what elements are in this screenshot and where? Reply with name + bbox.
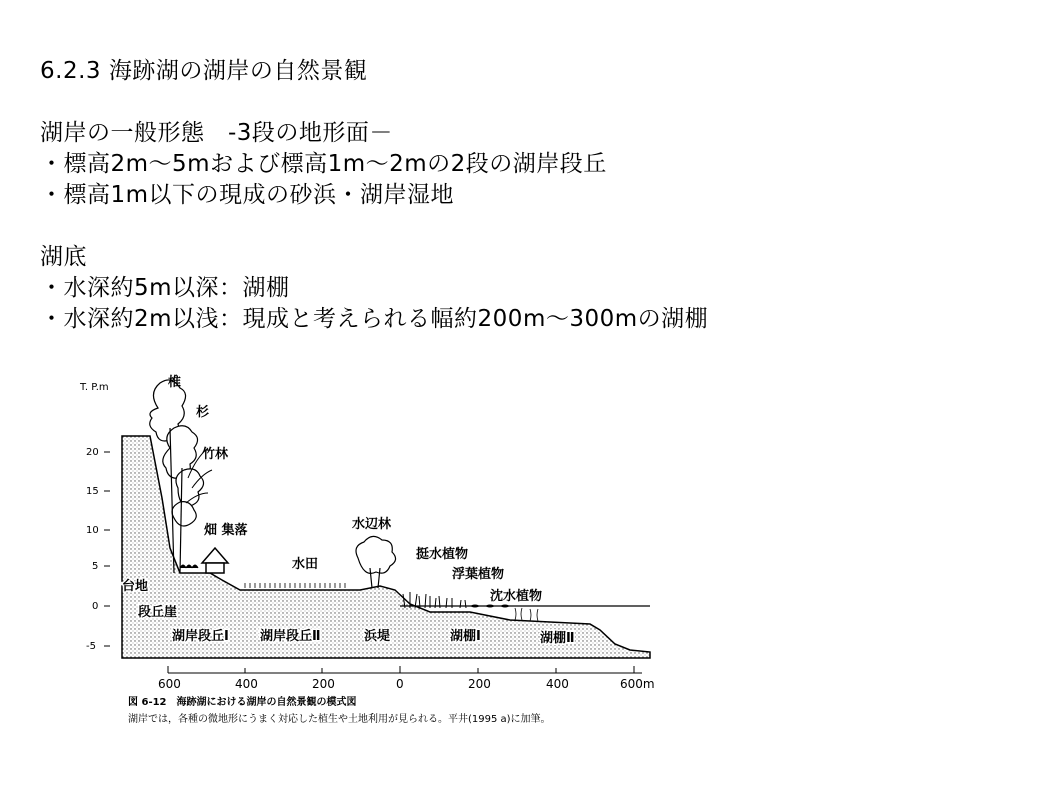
waterside-forest-icon (356, 536, 396, 588)
house-icon (202, 548, 228, 573)
label-plateau: 台地 (122, 579, 149, 594)
y-tick: 15 (86, 486, 99, 497)
label-field-village: 畑 集落 (204, 523, 248, 538)
y-tick: 20 (86, 447, 99, 458)
x-tick: 600m (620, 677, 655, 691)
submerged-plants-icon (515, 608, 538, 621)
profile-svg (70, 368, 690, 693)
x-tick: 400 (235, 677, 258, 691)
figure-caption-note: 湖岸では，各種の微地形にうまく対応した植生や土地利用が見られる。平井(1995 a)に加筆。 (128, 714, 551, 725)
x-tick: 400 (546, 677, 569, 691)
x-tick: 0 (396, 677, 404, 691)
y-axis-label: T. P.m (80, 382, 109, 393)
bottom-bullet: ・水深約2m以浅：現成と考えられる幅約200m～300mの湖棚 (40, 306, 709, 332)
section-heading: 6.2.3 海跡湖の湖岸の自然景観 (40, 58, 368, 84)
y-tick: 0 (92, 601, 99, 612)
shore-bullet: ・標高2m～5mおよび標高1m～2mの2段の湖岸段丘 (40, 151, 607, 177)
paddy-grass-icon (245, 583, 345, 588)
y-axis (86, 447, 110, 652)
label-emergent-plants: 挺水植物 (416, 547, 469, 562)
label-floating-plants: 浮葉植物 (452, 567, 505, 582)
x-axis (158, 666, 655, 691)
shore-subheading: 湖岸の一般形態 -3段の地形面－ (40, 120, 393, 146)
x-tick: 200 (312, 677, 335, 691)
label-submerged-plants: 沈水植物 (490, 589, 543, 604)
label-bamboo: 竹林 (202, 447, 229, 462)
slide-body (40, 56, 1040, 335)
x-tick: 200 (468, 677, 491, 691)
y-tick: -5 (86, 641, 96, 652)
y-tick: 10 (86, 525, 99, 536)
figure-caption-title: 図 6-12 海跡湖における湖岸の自然景観の模式図 (128, 697, 357, 708)
label-waterside-forest: 水辺林 (352, 517, 392, 532)
shore-bullet: ・標高1m以下の現成の砂浜・湖岸湿地 (40, 182, 455, 208)
label-terrace1: 湖岸段丘Ⅰ (172, 629, 229, 644)
label-paddy: 水田 (292, 557, 319, 572)
field-icon (180, 565, 198, 568)
floating-plants-icon (471, 605, 509, 608)
label-shelf2: 湖棚Ⅱ (540, 631, 575, 646)
label-terrace-cliff: 段丘崖 (138, 605, 178, 620)
label-tree1: 椎 (168, 375, 182, 390)
bottom-subheading: 湖底 (40, 244, 87, 270)
lakeshore-profile-diagram (70, 368, 690, 738)
label-beach-ridge: 浜堤 (364, 629, 391, 644)
x-tick: 600 (158, 677, 181, 691)
y-tick: 5 (92, 561, 99, 572)
label-tree2: 杉 (196, 405, 210, 420)
bottom-bullet: ・水深約5m以深：湖棚 (40, 275, 290, 301)
label-terrace2: 湖岸段丘Ⅱ (260, 629, 321, 644)
label-shelf1: 湖棚Ⅰ (450, 629, 481, 644)
